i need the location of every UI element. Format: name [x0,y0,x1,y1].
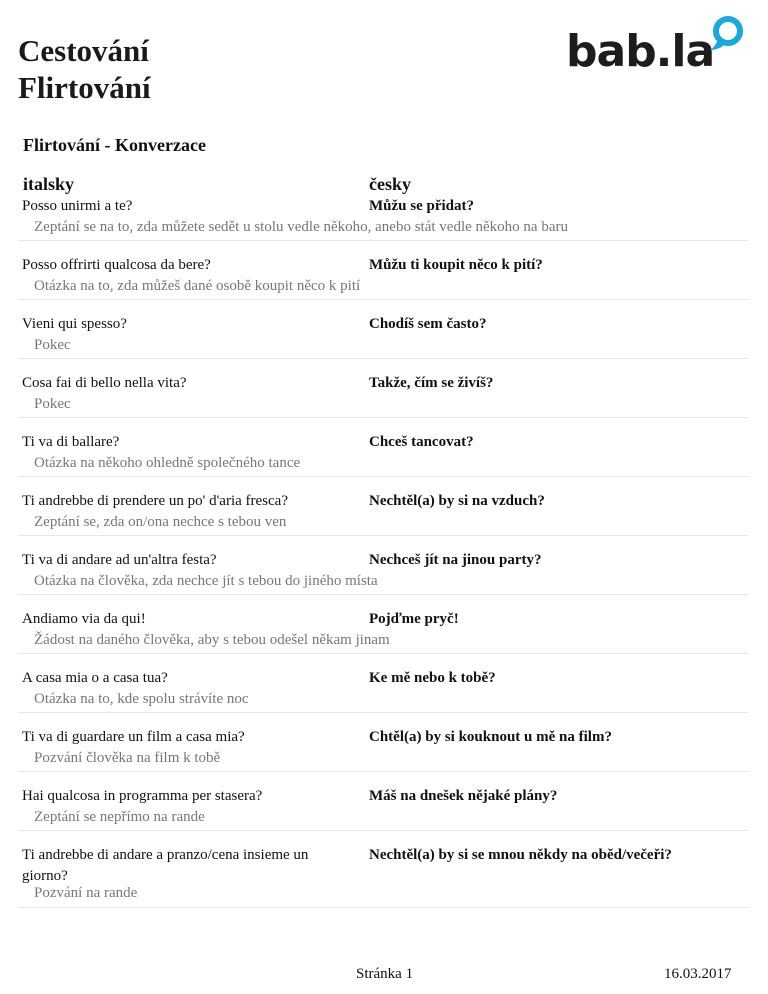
italian-phrase: Cosa fai di bello nella vita? [22,375,187,391]
logo-text: bab.la [566,26,715,77]
czech-translation: Chtěl(a) by si kouknout u mě na film? [369,729,612,745]
phrase-row [18,196,748,241]
phrase-row [18,373,748,418]
czech-translation: Takže, čím se živíš? [369,375,494,391]
czech-translation: Ke mě nebo k tobě? [369,670,496,686]
usage-note: Otázka na člověka, zda nechce jít s tebou do jiného místa [34,573,378,589]
czech-translation: Můžu ti koupit něco k pití? [369,257,543,273]
phrase-row [18,432,748,477]
usage-note: Žádost na daného člověka, aby s tebou odešel někam jinam [34,632,390,648]
czech-translation: Nechceš jít na jinou party? [369,552,542,568]
italian-phrase: Ti va di ballare? [22,434,120,450]
phrase-row [18,668,748,713]
usage-note: Zeptání se na to, zda můžete sedět u stolu vedle někoho, anebo stát vedle někoho na baru [34,219,568,235]
page-number: Stránka 1 [356,966,414,982]
phrase-row [18,550,748,595]
czech-translation: Pojďme pryč! [369,611,459,627]
czech-translation: Nechtěl(a) by si na vzduch? [369,493,545,509]
usage-note: Pozvání člověka na film k tobě [34,750,221,766]
phrase-row [18,314,748,359]
phrase-row [18,786,748,831]
usage-note: Pokec [34,396,71,412]
usage-note: Otázka na to, zda můžeš dané osobě koupit něco k pití [34,278,361,294]
italian-phrase: Hai qualcosa in programma per stasera? [22,788,263,804]
czech-translation: Chceš tancovat? [369,434,474,450]
speech-bubble-icon [706,14,750,58]
italian-phrase: Posso unirmi a te? [22,198,133,214]
italian-phrase: Ti andrebbe di andare a pranzo/cena insieme un giorno? [22,847,309,884]
page-title [18,32,151,106]
italian-phrase: Andiamo via da qui! [22,611,146,627]
section-heading: Flirtování - Konverzace [23,135,206,155]
italian-phrase: Vieni qui spesso? [22,316,127,332]
column-header-italian: italsky [23,174,75,194]
italian-phrase: Posso offrirti qualcosa da bere? [22,257,211,273]
usage-note: Otázka na to, kde spolu strávíte noc [34,691,249,707]
phrase-row [18,255,748,300]
italian-phrase: Ti va di andare ad un'altra festa? [22,552,217,568]
phrase-row [18,609,748,654]
phrase-row [18,727,748,772]
title-line-2: Flirtování [18,70,151,105]
usage-note: Pokec [34,337,71,353]
usage-note: Zeptání se, zda on/ona nechce s tebou ven [34,514,287,530]
czech-translation: Máš na dnešek nějaké plány? [369,788,558,804]
usage-note: Otázka na někoho ohledně společného tance [34,455,301,471]
bab-la-logo [566,14,756,78]
czech-translation: Můžu se přidat? [369,198,474,214]
print-date: 16.03.2017 [664,966,732,982]
usage-note: Pozvání na rande [34,885,138,901]
czech-translation: Nechtěl(a) by si se mnou někdy na oběd/večeři? [369,847,672,863]
column-header-czech: česky [369,174,411,194]
italian-phrase: A casa mia o a casa tua? [22,670,168,686]
italian-phrase: Ti andrebbe di prendere un po' d'aria fresca? [22,493,288,509]
czech-translation: Chodíš sem často? [369,316,487,332]
phrase-row [18,491,748,536]
usage-note: Zeptání se nepřímo na rande [34,809,205,825]
phrase-row [18,845,748,908]
italian-phrase: Ti va di guardare un film a casa mia? [22,729,245,745]
title-line-1: Cestování [18,33,149,68]
